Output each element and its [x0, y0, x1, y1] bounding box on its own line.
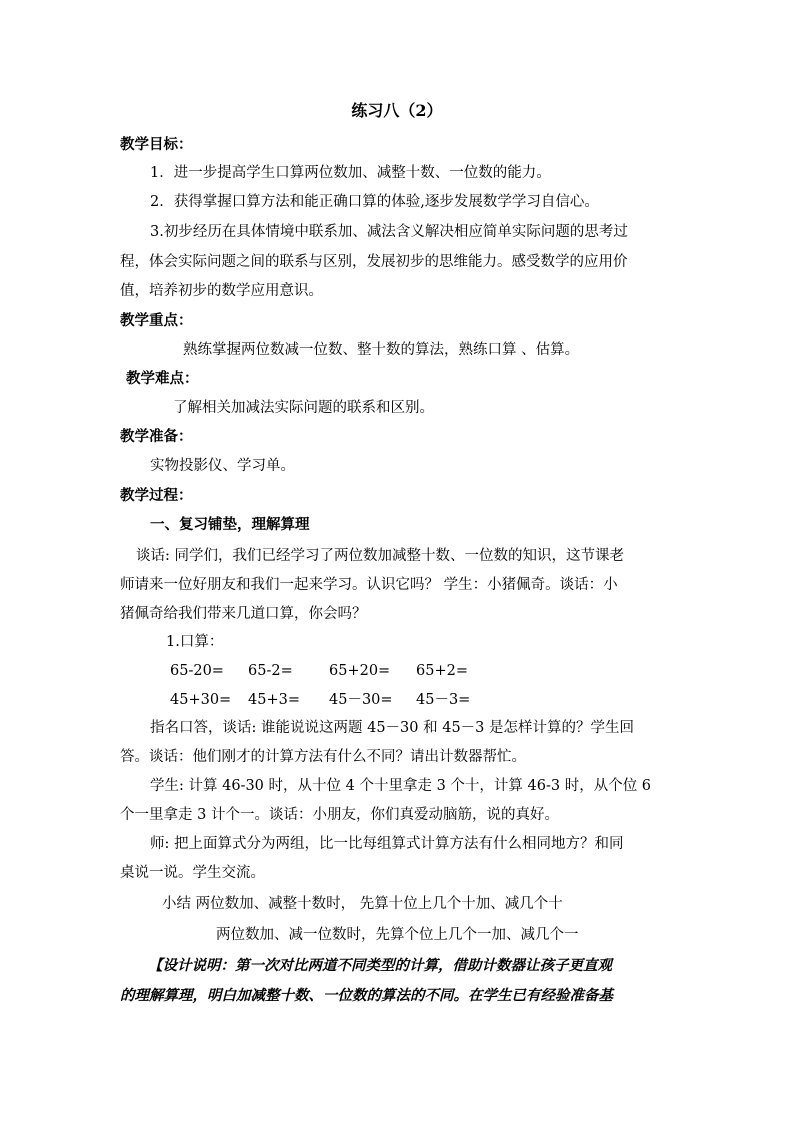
paragraph-1-line-1: 谈话: 同学们，我们已经学习了两位数加减整十数、一位数的知识，这节课老 [136, 548, 624, 564]
calc-item: 65-2= [248, 663, 293, 679]
difficulties-heading: 教学难点： [126, 370, 199, 387]
paragraph-1-line-2: 师请来一位好朋友和我们一起来学习。认识它吗？ 学生：小猪佩奇。谈话：小 [120, 577, 618, 593]
key-points-heading: 教学重点： [120, 312, 193, 329]
paragraph-1-line-3: 猪佩奇给我们带来几道口算，你会吗？ [120, 606, 367, 622]
design-note-line-2: 的理解算理，明白加减整十数、一位数的算法的不同。在学生已有经验准备基 [120, 987, 613, 1004]
objectives-heading: 教学目标： [120, 136, 193, 153]
objective-item-3-line-3: 值，培养初步的数学应用意识。 [120, 283, 323, 299]
calc-item: 45－30= [329, 692, 393, 708]
objective-item-3-line-1: 3.初步经历在具体情境中联系加、减法含义解决相应简单实际问题的思考过 [150, 224, 628, 240]
process-heading: 教学过程： [120, 487, 193, 504]
paragraph-3-line-1: 学生: 计算 46-30 时，从十位 4 个十里拿走 3 个十，计算 46-3 时，从个位 6 [150, 778, 652, 794]
calc-item: 65+2= [416, 663, 468, 679]
section-1-title: 一、复习铺垫，理解算理 [150, 516, 310, 533]
calc-item: 65-20= [170, 663, 224, 679]
objective-item-1: 1．进一步提高学生口算两位数加、减整十数、一位数的能力。 [150, 165, 551, 181]
calc-item: 45+3= [248, 692, 300, 708]
key-points-text: 熟练掌握两位数减一位数、整十数的算法，熟练口算 、估算。 [183, 342, 580, 358]
objective-item-3-line-2: 程，体会实际问题之间的联系与区别，发展初步的思维能力。感受数学的应用价 [120, 254, 628, 270]
preparation-heading: 教学准备： [120, 428, 193, 445]
oral-calc-label: 1.口算： [166, 634, 224, 650]
preparation-text: 实物投影仪、学习单。 [150, 458, 295, 474]
calc-item: 45+30= [170, 692, 232, 708]
paragraph-2-line-2: 答。谈话：他们刚才的计算方法有什么不同？请出计数器帮忙。 [120, 749, 526, 765]
paragraph-2-line-1: 指名口答，谈话: 谁能说说这两题 45－30 和 45－3 是怎样计算的？学生回 [150, 720, 635, 736]
design-note-line-1: 【设计说明：第一次对比两道不同类型的计算，借助计数器让孩子更直观 [148, 957, 612, 974]
paragraph-4-line-1: 师: 把上面算式分为两组，比一比每组算式计算方法有什么相同地方？和同 [150, 836, 624, 852]
calc-item: 65+20= [329, 663, 391, 679]
objective-item-2: 2．获得掌握口算方法和能正确口算的体验,逐步发展数学学习自信心。 [150, 194, 599, 210]
paragraph-4-line-2: 桌说一说。学生交流。 [120, 865, 265, 881]
page-title: 练习八（2） [351, 101, 443, 120]
summary-line-2: 两位数加、减一位数时，先算个位上几个一加、减几个一 [216, 927, 579, 943]
calc-item: 45－3= [416, 692, 471, 708]
summary-line-1: 小结 两位数加、减整十数时， 先算十位上几个十加、减几个十 [162, 896, 563, 912]
difficulties-text: 了解相关加减法实际问题的联系和区别。 [173, 400, 434, 416]
paragraph-3-line-2: 个一里拿走 3 计个一。谈话：小朋友，你们真爱动脑筋，说的真好。 [120, 807, 559, 823]
